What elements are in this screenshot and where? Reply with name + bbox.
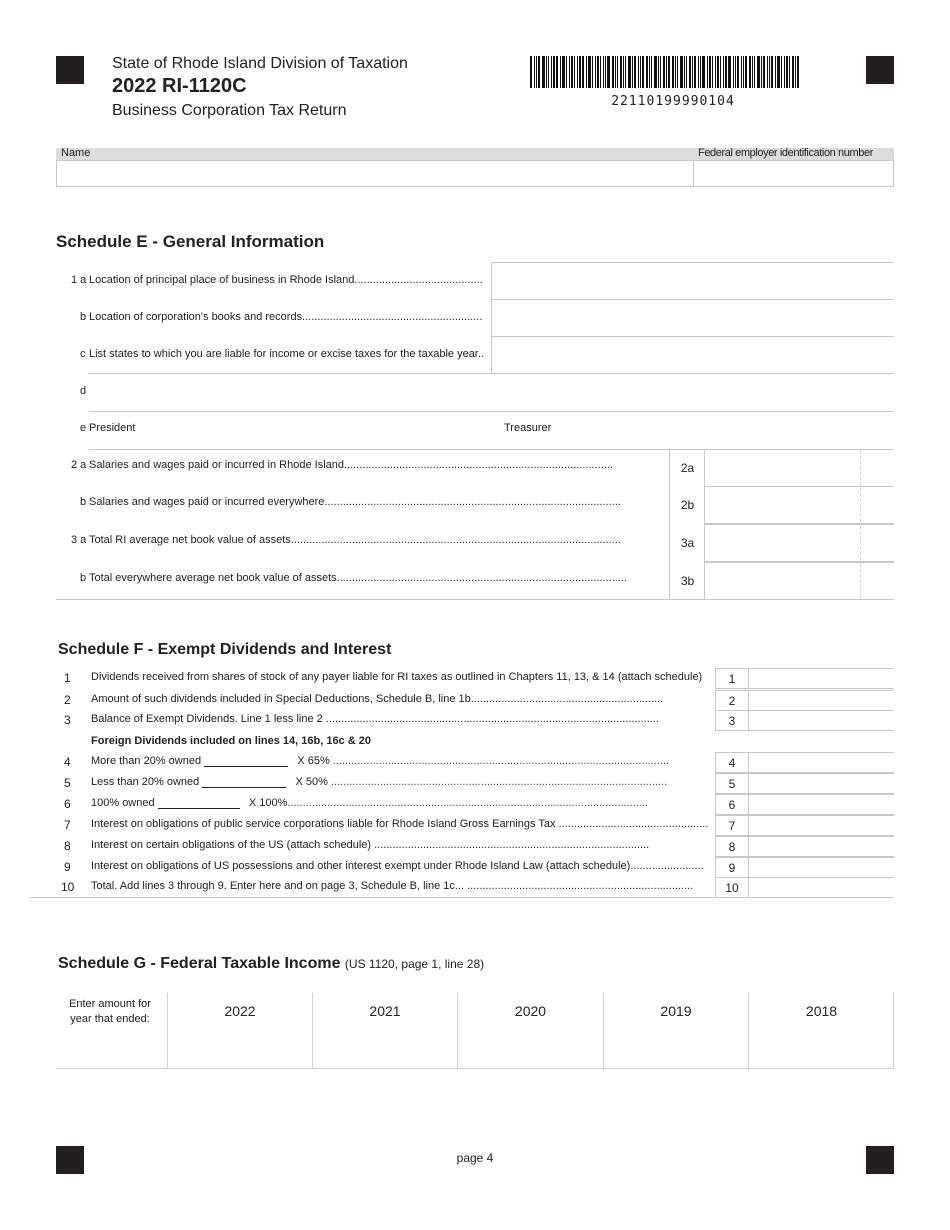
barcode-bar: [566, 56, 567, 88]
barcode-bar: [795, 56, 796, 88]
barcode-bar: [551, 56, 552, 88]
schedule-g-row-label: Enter amount for year that ended:: [69, 998, 151, 1025]
barcode-bar: [777, 56, 780, 88]
year-label: 2020: [514, 1003, 547, 1019]
schedule-g-note: (US 1120, page 1, line 28): [344, 957, 485, 971]
schedule-f-amount-6[interactable]: [748, 794, 894, 815]
schedule-g-bottom-rule: [56, 1068, 894, 1069]
barcode-bar: [556, 56, 558, 88]
barcode-bar: [754, 56, 755, 88]
line-2b-amount[interactable]: [704, 486, 894, 524]
barcode-bar: [597, 56, 599, 88]
barcode-bar: [715, 56, 716, 88]
line-1b-number: b: [80, 311, 87, 323]
barcode-bar: [571, 56, 573, 88]
line-2b-box-label: 2b: [669, 486, 705, 524]
barcode-bar: [720, 56, 721, 88]
schedule-f-box-label: 4: [715, 752, 749, 773]
year-label: 2018: [805, 1003, 838, 1019]
barcode-bar: [741, 56, 742, 88]
barcode-bar: [628, 56, 631, 88]
president-label: President: [89, 422, 136, 434]
form-subtitle: Business Corporation Tax Return: [112, 102, 347, 119]
ownership-amount-field[interactable]: [204, 756, 288, 767]
schedule-f-box-label: 6: [715, 794, 749, 815]
ownership-amount-field[interactable]: [202, 777, 286, 788]
schedule-f-line-label: Total. Add lines 3 through 9. Enter here and on page 3, Schedule B, line 1c... ..........................................................................: [91, 880, 694, 892]
schedule-f-line-number: 10: [61, 880, 75, 894]
year-label: 2021: [369, 1003, 401, 1019]
barcode-bar: [702, 56, 705, 88]
schedule-g-right-edge: [893, 993, 894, 1068]
barcode-bar: [668, 56, 670, 88]
barcode-bar: [603, 56, 604, 88]
schedule-f-box-label: 1: [715, 668, 749, 689]
barcode-bar: [763, 56, 765, 88]
cents-divider: [860, 564, 861, 598]
barcode-number: 22110199990104: [611, 94, 735, 109]
barcode-bar: [686, 56, 687, 88]
line-3a-label: Total RI average net book value of assets............................................................................................................: [89, 534, 621, 546]
year-column-2018[interactable]: [748, 993, 894, 1068]
schedule-f-amount-7[interactable]: [748, 815, 894, 836]
barcode-bar: [623, 56, 624, 88]
barcode-bar: [612, 56, 614, 88]
barcode-bar: [775, 56, 776, 88]
barcode-bar: [660, 56, 661, 88]
schedule-f-line-label: 100% owned X 100%......................................................................................................................: [91, 797, 649, 809]
barcode-bar: [530, 56, 532, 88]
line-1c-input[interactable]: [491, 336, 894, 374]
schedule-f-line-label: Less than 20% owned X 50% ..............................................................................................................: [91, 776, 668, 788]
schedule-f-line-label: Interest on obligations of US possessions and other interest exempt under Rhode Island Law (attach schedule)........................: [91, 860, 704, 872]
schedule-f-line-number: 2: [64, 693, 71, 707]
line-2a-number: 2 a: [71, 459, 87, 471]
form-title: 2022 RI-1120C: [112, 75, 247, 97]
barcode-bar: [617, 56, 618, 88]
line-3a-number: 3 a: [71, 534, 87, 546]
barcode-bar: [646, 56, 648, 88]
barcode-bar: [607, 56, 610, 88]
schedule-f-line-number: 1: [64, 671, 71, 685]
barcode-bar: [605, 56, 606, 88]
foreign-dividends-heading: Foreign Dividends included on lines 14, 16b, 16c & 20: [91, 735, 371, 747]
barcode-bar: [784, 56, 785, 88]
line-1b-input[interactable]: [491, 299, 894, 337]
barcode-bar: [712, 56, 713, 88]
barcode-bar: [792, 56, 794, 88]
barcode-bar: [725, 56, 727, 88]
barcode-bar: [600, 56, 601, 88]
line-3b-amount[interactable]: [704, 562, 894, 600]
barcode-bar: [542, 56, 545, 88]
year-column-2020[interactable]: [457, 993, 603, 1068]
barcode-bar: [752, 56, 753, 88]
cents-divider: [860, 451, 861, 485]
agency-name: State of Rhode Island Division of Taxation: [112, 55, 408, 72]
schedule-f-amount-3[interactable]: [748, 710, 894, 731]
barcode-bar: [649, 56, 650, 88]
schedule-f-amount-1[interactable]: [748, 668, 894, 689]
barcode-bar: [562, 56, 565, 88]
name-field[interactable]: [56, 160, 694, 187]
barcode-bar: [666, 56, 667, 88]
line-1c-label: List states to which you are liable for income or excise taxes for the taxable year..: [89, 348, 484, 360]
barcode-bar: [789, 56, 790, 88]
barcode-bar: [658, 56, 659, 88]
schedule-f-line-number: 7: [64, 818, 71, 832]
barcode-bar: [582, 56, 584, 88]
barcode-bar: [642, 56, 644, 88]
schedule-f-box-label: 3: [715, 710, 749, 731]
schedule-f-line-number: 8: [64, 839, 71, 853]
cents-divider: [860, 526, 861, 560]
line-3b-label: Total everywhere average net book value of assets...............................................................................................: [89, 572, 627, 584]
barcode-bar: [749, 56, 751, 88]
schedule-f-box-label: 5: [715, 773, 749, 794]
barcode-bar: [634, 56, 636, 88]
registration-mark-top-left: [56, 56, 84, 84]
schedule-f-amount-10[interactable]: [748, 877, 894, 898]
registration-mark-top-right: [866, 56, 894, 84]
barcode-bar: [625, 56, 626, 88]
barcode-bar: [707, 56, 708, 88]
line-1b-label: Location of corporation's books and records...........................................................: [89, 311, 483, 323]
barcode: [530, 56, 816, 88]
schedule-f-line-label: Amount of such dividends included in Special Deductions, Schedule B, line 1b...............................................................: [91, 693, 664, 705]
schedule-f-title: Schedule F - Exempt Dividends and Interest: [58, 641, 392, 658]
year-column-2019[interactable]: [603, 993, 748, 1068]
barcode-bar: [692, 56, 693, 88]
barcode-bar: [615, 56, 616, 88]
schedule-f-bottom-rule: [30, 897, 894, 898]
schedule-f-box-label: 10: [715, 877, 749, 898]
barcode-bar: [672, 56, 674, 88]
barcode-bar: [700, 56, 701, 88]
line-3b-box-label: 3b: [669, 562, 705, 600]
line-3a-box-label: 3a: [669, 524, 705, 562]
schedule-f-amount-4[interactable]: [748, 752, 894, 773]
barcode-bar: [680, 56, 683, 88]
barcode-bar: [743, 56, 744, 88]
line-2b-label: Salaries and wages paid or incurred everywhere.................................................................................................: [89, 496, 621, 508]
barcode-bar: [574, 56, 575, 88]
line-1a-label: Location of principal place of business in Rhode Island..........................................: [89, 274, 483, 286]
line-3b-number: b: [80, 572, 87, 584]
barcode-bar: [684, 56, 685, 88]
year-label: 2019: [660, 1003, 692, 1019]
schedule-f-line-label: Balance of Exempt Dividends. Line 1 less line 2 .............................................................................................................: [91, 713, 659, 725]
schedule-f-amount-9[interactable]: [748, 857, 894, 878]
barcode-bar: [761, 56, 762, 88]
line-3a-amount[interactable]: [704, 524, 894, 562]
barcode-bar: [663, 56, 665, 88]
treasurer-label: Treasurer: [504, 422, 552, 434]
schedule-f-box-label: 2: [715, 690, 749, 711]
barcode-bar: [546, 56, 547, 88]
barcode-bar: [536, 56, 537, 88]
schedule-f-amount-5[interactable]: [748, 773, 894, 794]
barcode-bar: [654, 56, 657, 88]
line-1e-input[interactable]: [89, 411, 894, 450]
barcode-bar: [786, 56, 788, 88]
year-column-2021[interactable]: [312, 993, 457, 1068]
barcode-bar: [745, 56, 747, 88]
line-2b-number: b: [80, 496, 87, 508]
barcode-bar: [588, 56, 591, 88]
barcode-bar: [698, 56, 699, 88]
schedule-f-line-number: 4: [64, 755, 71, 769]
barcode-bar: [769, 56, 770, 88]
year-column-2022[interactable]: [167, 993, 312, 1068]
barcode-bar: [620, 56, 622, 88]
barcode-bar: [638, 56, 639, 88]
barcode-bar: [675, 56, 676, 88]
barcode-bar: [737, 56, 739, 88]
schedule-f-line-label: Interest on certain obligations of the US (attach schedule) ..........................................................................................: [91, 839, 650, 851]
barcode-bar: [717, 56, 719, 88]
schedule-f-line-label: Interest on obligations of public service corporations liable for Rhode Island Gross Earnings Tax .................................................: [91, 818, 709, 830]
schedule-g-heading: [58, 955, 484, 973]
barcode-bar: [781, 56, 782, 88]
schedule-f-line-label: Dividends received from shares of stock of any payer liable for RI taxes as outlined in Chapters 11, 13, & 14 (attach schedule): [91, 671, 703, 683]
line-2a-amount[interactable]: [704, 449, 894, 487]
schedule-f-line-number: 6: [64, 797, 71, 811]
barcode-bar: [797, 56, 799, 88]
line-1a-input[interactable]: [491, 262, 894, 300]
barcode-bar: [757, 56, 760, 88]
line-2a-box-label: 2a: [669, 449, 705, 487]
barcode-bar: [553, 56, 555, 88]
barcode-bar: [689, 56, 691, 88]
schedule-f-amount-2[interactable]: [748, 690, 894, 711]
barcode-bar: [767, 56, 768, 88]
barcode-bar: [728, 56, 731, 88]
barcode-bar: [735, 56, 736, 88]
barcode-bar: [595, 56, 596, 88]
ownership-amount-field[interactable]: [158, 798, 240, 809]
schedule-f-box-label: 7: [715, 815, 749, 836]
line-1a-number: 1 a: [71, 274, 87, 286]
cents-divider: [860, 488, 861, 522]
barcode-bar: [586, 56, 587, 88]
line-1e-number: e: [80, 422, 87, 434]
line-1d-number: d: [80, 385, 87, 397]
barcode-bar: [560, 56, 561, 88]
barcode-bar: [548, 56, 549, 88]
page-number: page 4: [456, 1151, 494, 1165]
schedule-f-line-number: 5: [64, 776, 71, 790]
barcode-bar: [534, 56, 535, 88]
year-label: 2022: [224, 1003, 256, 1019]
line-1d-input[interactable]: [89, 373, 894, 412]
barcode-bar: [538, 56, 540, 88]
barcode-bar: [632, 56, 633, 88]
barcode-bar: [577, 56, 578, 88]
barcode-bar: [771, 56, 773, 88]
schedule-f-line-number: 3: [64, 713, 71, 727]
schedule-f-box-label: 8: [715, 836, 749, 857]
barcode-bar: [694, 56, 696, 88]
barcode-bar: [569, 56, 570, 88]
barcode-bar: [579, 56, 581, 88]
fein-field[interactable]: [693, 160, 894, 187]
barcode-bar: [651, 56, 652, 88]
schedule-f-box-label: 9: [715, 857, 749, 878]
schedule-f-line-label: More than 20% owned X 65% ..............................................................................................................: [91, 755, 669, 767]
barcode-bar: [709, 56, 711, 88]
schedule-f-line-number: 9: [64, 860, 71, 874]
barcode-bar: [640, 56, 641, 88]
barcode-bar: [733, 56, 734, 88]
line-2a-label: Salaries and wages paid or incurred in Rhode Island........................................................................................: [89, 459, 613, 471]
barcode-bar: [592, 56, 593, 88]
schedule-f-amount-8[interactable]: [748, 836, 894, 857]
barcode-bar: [723, 56, 724, 88]
name-label: Name: [61, 147, 91, 159]
barcode-bar: [677, 56, 678, 88]
line-1c-number: c: [80, 348, 86, 360]
schedule-e-title: Schedule E - General Information: [56, 232, 325, 251]
schedule-g-title: Schedule G - Federal Taxable Income: [58, 955, 341, 972]
fein-label: Federal employer identification number: [698, 147, 873, 159]
